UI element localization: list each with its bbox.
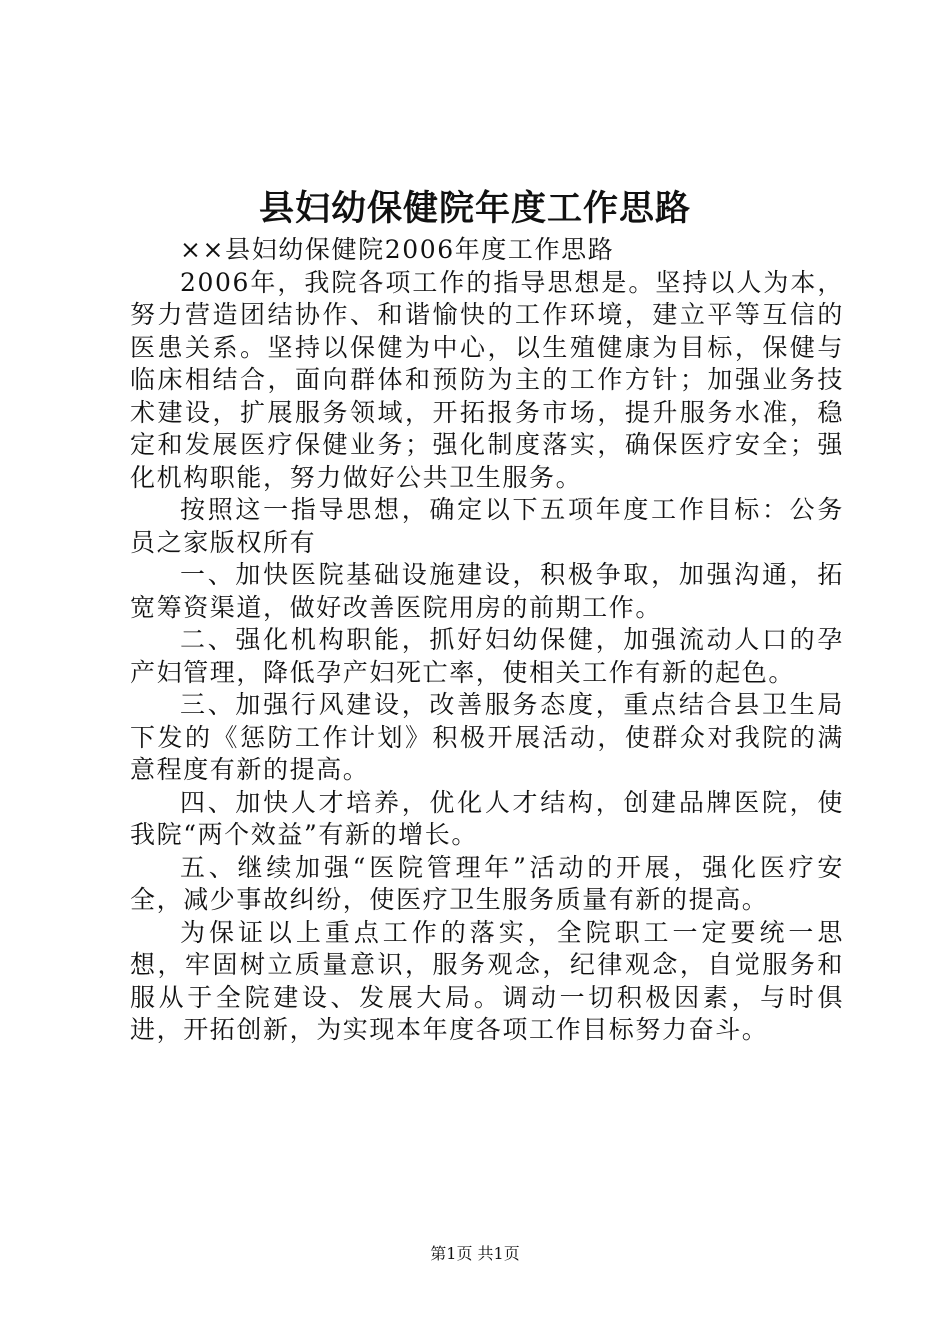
paragraph-subtitle: ××县妇幼保健院2006年度工作思路 <box>180 235 615 264</box>
paragraph-guiding-thought: 2006年，我院各项工作的指导思想是。坚持以人为本，努力营造团结协作、和谐愉快的工作环境，建立平等互信的医患关系。坚持以保健为中心，以生殖健康为目标，保健与临床相结合，面向群体和预防为主的工作方针；加强业务技术建设，扩展服务领域，开拓报务市场，提升服务水准，稳定和发展医疗保健业务；强化制度落实，确保医疗安全；强化机构职能，努力做好公共卫生服务。 <box>130 267 844 492</box>
page-number-footer: 第1页 共1页 <box>430 1244 520 1263</box>
paragraph-goal-1: 一、加快医院基础设施建设，积极争取，加强沟通，拓宽筹资渠道，做好改善医院用房的前期工作。 <box>130 560 844 622</box>
paragraph-goal-5: 五、继续加强“医院管理年”活动的开展，强化医疗安全，减少事故纠纷，使医疗卫生服务质量有新的提高。 <box>130 852 844 914</box>
document-body <box>130 234 844 1047</box>
paragraph-goals-intro: 按照这一指导思想，确定以下五项年度工作目标：公务员之家版权所有 <box>130 495 844 557</box>
paragraph-goal-2: 二、强化机构职能，抓好妇幼保健，加强流动人口的孕产妇管理，降低孕产妇死亡率，使相关工作有新的起色。 <box>130 625 844 687</box>
document-title: 县妇幼保健院年度工作思路 <box>258 188 691 229</box>
paragraph-goal-4: 四、加快人才培养，优化人才结构，创建品牌医院，使我院“两个效益”有新的增长。 <box>130 787 844 849</box>
paragraph-conclusion: 为保证以上重点工作的落实，全院职工一定要统一思想，牢固树立质量意识，服务观念，纪律观念，自觉服务和服从于全院建设、发展大局。调动一切积极因素，与时俱进，开拓创新，为实现本年度各项工作目标努力奋斗。 <box>130 917 844 1044</box>
paragraph-goal-3: 三、加强行风建设，改善服务态度，重点结合县卫生局下发的《惩防工作计划》积极开展活动，使群众对我院的满意程度有新的提高。 <box>130 690 844 784</box>
